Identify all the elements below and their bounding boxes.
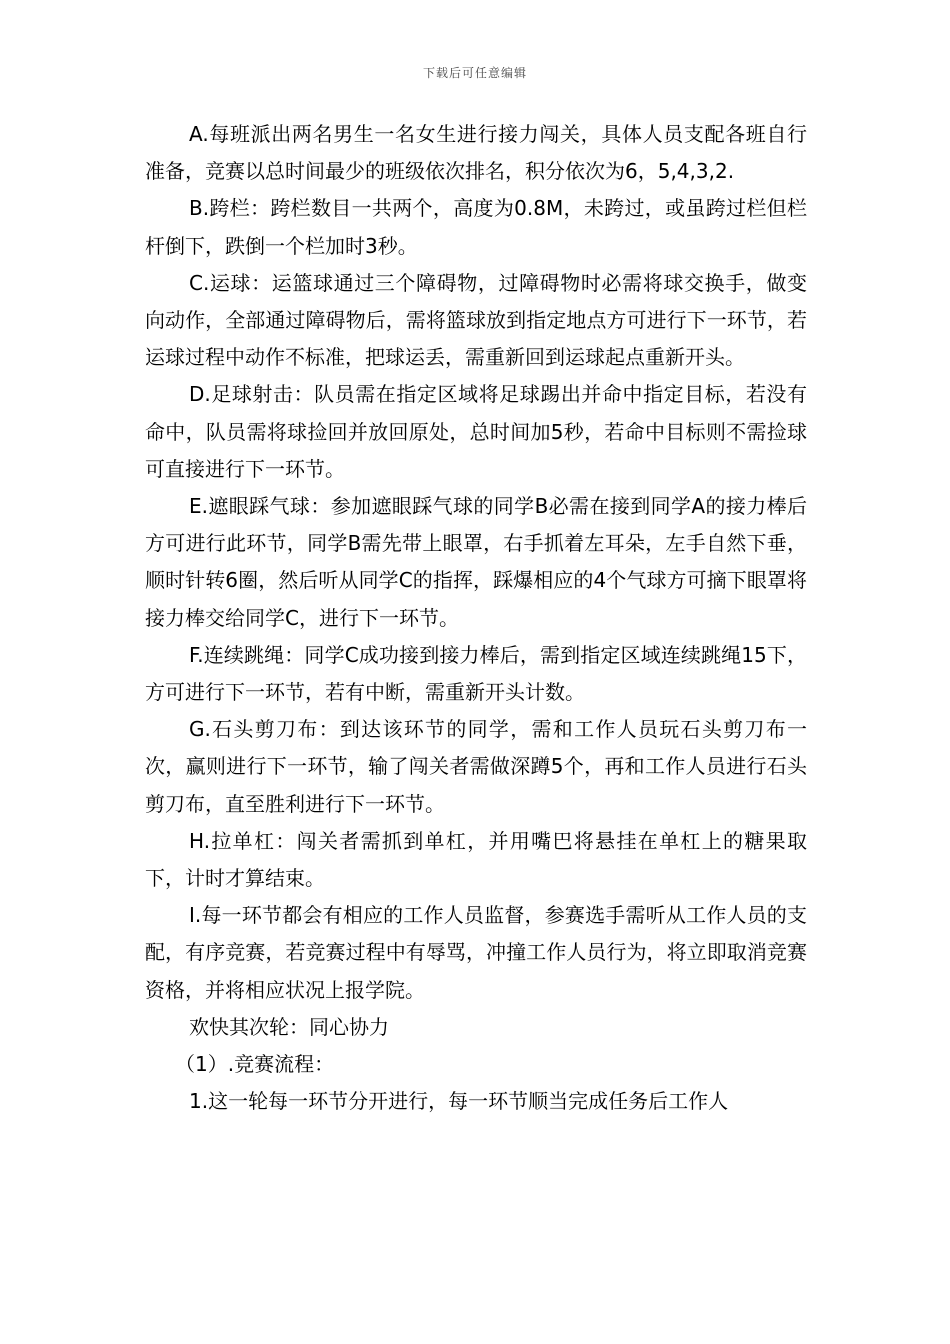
paragraph-b: B.跨栏：跨栏数目一共两个，高度为0.8M，未跨过，或虽跨过栏但栏杆倒下，跌倒一个栏加时3秒。 (145, 196, 807, 258)
paragraph-c: C.运球：运篮球通过三个障碍物，过障碍物时必需将球交换手，做变向动作，全部通过障碍物后，需将篮球放到指定地点方可进行下一环节，若运球过程中动作不标准，把球运丢，需重新回到运球起点重新开头。 (145, 270, 807, 370)
paragraph-e: E.遮眼踩气球：参加遮眼踩气球的同学B必需在接到同学A的接力棒后方可进行此环节，同学B需先带上眼罩，右手抓着左耳朵，左手自然下垂，顺时针转6圈，然后听从同学C的指挥，踩爆相应的4个气球方可摘下眼罩将接力棒交给同学C，进行下一环节。 (145, 494, 807, 630)
paragraph-g: G.石头剪刀布：到达该环节的同学，需和工作人员玩石头剪刀布一次，赢则进行下一环节，输了闯关者需做深蹲5个，再和工作人员进行石头剪刀布，直至胜利进行下一环节。 (145, 717, 807, 816)
paragraph-d: D.足球射击：队员需在指定区域将足球踢出并命中指定目标，若没有命中，队员需将球捡回并放回原处，总时间加5秒，若命中目标则不需捡球可直接进行下一环节。 (145, 382, 807, 481)
paragraph-i: I.每一环节都会有相应的工作人员监督，参赛选手需听从工作人员的支配，有序竞赛，若竞赛过程中有辱骂，冲撞工作人员行为，将立即取消竞赛资格，并将相应状况上报学院。 (145, 903, 807, 1002)
paragraph-h: H.拉单杠：闯关者需抓到单杠，并用嘴巴将悬挂在单杠上的糖果取下，计时才算结束。 (145, 828, 807, 891)
document-body (145, 116, 807, 1120)
paragraph-f: F.连续跳绳：同学C成功接到接力棒后，需到指定区域连续跳绳15下，方可进行下一环节，若有中断，需重新开头计数。 (145, 642, 807, 705)
paragraph-a: A.每班派出两名男生一名女生进行接力闯关，具体人员支配各班自行准备，竞赛以总时间最少的班级依次排名，积分依次为6，5,4,3,2. (145, 122, 807, 184)
section-heading-round-two: 欢快其次轮：同心协力 (189, 1014, 389, 1039)
paragraph-1: 1.这一轮每一环节分开进行，每一环节顺当完成任务后工作人 (189, 1089, 729, 1114)
subheading-competition-process: （1）.竞赛流程： (175, 1052, 335, 1077)
page-header: 下载后可任意编辑 (422, 66, 527, 80)
